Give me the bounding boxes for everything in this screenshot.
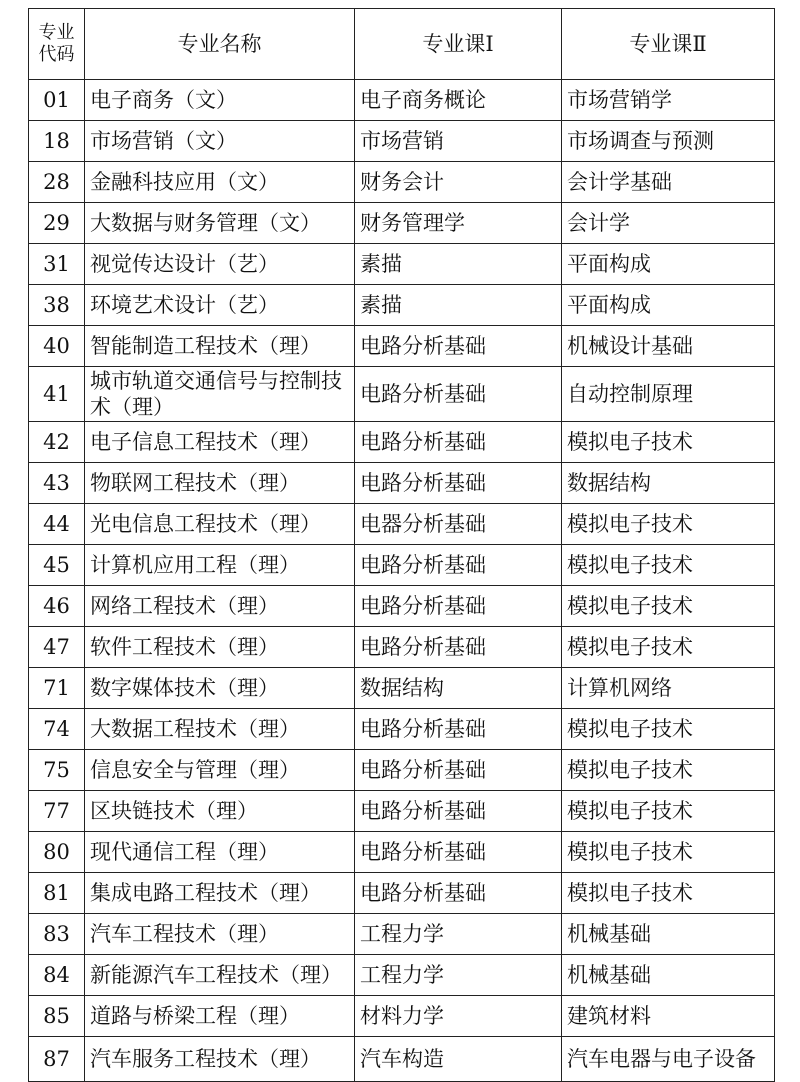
- cell-course1: 电路分析基础: [355, 627, 562, 668]
- table-row: [29, 244, 775, 285]
- table-row: [29, 586, 775, 627]
- cell-name: 城市轨道交通信号与控制技术（理）: [85, 367, 355, 422]
- cell-name: 现代通信工程（理）: [85, 832, 355, 873]
- cell-name: 金融科技应用（文）: [85, 162, 355, 203]
- cell-code: 83: [29, 914, 85, 955]
- cell-course1: 电子商务概论: [355, 80, 562, 121]
- cell-name: 区块链技术（理）: [85, 791, 355, 832]
- cell-course1: 电路分析基础: [355, 545, 562, 586]
- cell-code: 81: [29, 873, 85, 914]
- cell-code: 38: [29, 285, 85, 326]
- cell-course2: 模拟电子技术: [562, 586, 775, 627]
- cell-course1: 电路分析基础: [355, 422, 562, 463]
- cell-name: 数字媒体技术（理）: [85, 668, 355, 709]
- header-code: 专业代码: [29, 9, 85, 80]
- cell-code: 42: [29, 422, 85, 463]
- cell-course2: 会计学基础: [562, 162, 775, 203]
- cell-code: 18: [29, 121, 85, 162]
- table-row: [29, 326, 775, 367]
- cell-name: 新能源汽车工程技术（理）: [85, 955, 355, 996]
- cell-name: 汽车服务工程技术（理）: [85, 1037, 355, 1082]
- cell-code: 87: [29, 1037, 85, 1082]
- cell-name: 视觉传达设计（艺）: [85, 244, 355, 285]
- cell-course2: 模拟电子技术: [562, 422, 775, 463]
- cell-name: 汽车工程技术（理）: [85, 914, 355, 955]
- cell-course2: 模拟电子技术: [562, 504, 775, 545]
- header-course2: 专业课Ⅱ: [562, 9, 775, 80]
- cell-code: 46: [29, 586, 85, 627]
- cell-course1: 素描: [355, 285, 562, 326]
- cell-code: 01: [29, 80, 85, 121]
- cell-course2: 模拟电子技术: [562, 545, 775, 586]
- table-row: [29, 914, 775, 955]
- cell-course2: 汽车电器与电子设备: [562, 1037, 775, 1082]
- table-row: [29, 709, 775, 750]
- cell-code: 29: [29, 203, 85, 244]
- cell-code: 84: [29, 955, 85, 996]
- table-row: [29, 750, 775, 791]
- table-row: [29, 463, 775, 504]
- cell-code: 85: [29, 996, 85, 1037]
- cell-course1: 电路分析基础: [355, 326, 562, 367]
- cell-name: 集成电路工程技术（理）: [85, 873, 355, 914]
- cell-name: 市场营销（文）: [85, 121, 355, 162]
- cell-course2: 计算机网络: [562, 668, 775, 709]
- cell-course2: 建筑材料: [562, 996, 775, 1037]
- cell-course1: 电路分析基础: [355, 463, 562, 504]
- header-name: 专业名称: [85, 9, 355, 80]
- cell-course2: 机械基础: [562, 914, 775, 955]
- cell-course1: 数据结构: [355, 668, 562, 709]
- cell-name: 道路与桥梁工程（理）: [85, 996, 355, 1037]
- cell-code: 74: [29, 709, 85, 750]
- cell-course1: 电路分析基础: [355, 586, 562, 627]
- cell-course1: 电路分析基础: [355, 367, 562, 422]
- cell-course1: 财务管理学: [355, 203, 562, 244]
- cell-course1: 电路分析基础: [355, 709, 562, 750]
- table-row: [29, 1037, 775, 1082]
- cell-code: 41: [29, 367, 85, 422]
- cell-course1: 市场营销: [355, 121, 562, 162]
- cell-code: 80: [29, 832, 85, 873]
- cell-course1: 电路分析基础: [355, 791, 562, 832]
- cell-code: 40: [29, 326, 85, 367]
- cell-course2: 平面构成: [562, 244, 775, 285]
- cell-course1: 财务会计: [355, 162, 562, 203]
- cell-course1: 电器分析基础: [355, 504, 562, 545]
- cell-code: 28: [29, 162, 85, 203]
- cell-course2: 机械基础: [562, 955, 775, 996]
- cell-name: 信息安全与管理（理）: [85, 750, 355, 791]
- cell-name: 物联网工程技术（理）: [85, 463, 355, 504]
- cell-name: 网络工程技术（理）: [85, 586, 355, 627]
- cell-course2: 市场营销学: [562, 80, 775, 121]
- cell-name: 电子商务（文）: [85, 80, 355, 121]
- table-row: [29, 996, 775, 1037]
- cell-course2: 自动控制原理: [562, 367, 775, 422]
- header-row: [29, 9, 775, 80]
- cell-code: 43: [29, 463, 85, 504]
- table-row: [29, 162, 775, 203]
- table-row: [29, 121, 775, 162]
- table-row: [29, 627, 775, 668]
- table-row: [29, 545, 775, 586]
- cell-course1: 电路分析基础: [355, 750, 562, 791]
- major-course-table: [28, 8, 775, 1082]
- cell-code: 45: [29, 545, 85, 586]
- cell-name: 大数据工程技术（理）: [85, 709, 355, 750]
- cell-name: 软件工程技术（理）: [85, 627, 355, 668]
- cell-code: 75: [29, 750, 85, 791]
- cell-name: 电子信息工程技术（理）: [85, 422, 355, 463]
- cell-course2: 模拟电子技术: [562, 709, 775, 750]
- cell-name: 环境艺术设计（艺）: [85, 285, 355, 326]
- table-row: [29, 955, 775, 996]
- cell-course1: 材料力学: [355, 996, 562, 1037]
- table-row: [29, 80, 775, 121]
- cell-name: 光电信息工程技术（理）: [85, 504, 355, 545]
- cell-course2: 模拟电子技术: [562, 750, 775, 791]
- cell-course2: 模拟电子技术: [562, 832, 775, 873]
- cell-course2: 机械设计基础: [562, 326, 775, 367]
- cell-code: 31: [29, 244, 85, 285]
- table-row: [29, 203, 775, 244]
- cell-course2: 会计学: [562, 203, 775, 244]
- cell-course1: 工程力学: [355, 914, 562, 955]
- cell-course2: 数据结构: [562, 463, 775, 504]
- cell-code: 71: [29, 668, 85, 709]
- table-body: [29, 80, 775, 1082]
- cell-course1: 汽车构造: [355, 1037, 562, 1082]
- table-row: [29, 832, 775, 873]
- header-course1: 专业课Ⅰ: [355, 9, 562, 80]
- table-row: [29, 791, 775, 832]
- cell-code: 44: [29, 504, 85, 545]
- table-row: [29, 422, 775, 463]
- cell-course2: 模拟电子技术: [562, 873, 775, 914]
- table-row: [29, 668, 775, 709]
- table-row: [29, 285, 775, 326]
- cell-course1: 电路分析基础: [355, 832, 562, 873]
- cell-name: 大数据与财务管理（文）: [85, 203, 355, 244]
- cell-name: 计算机应用工程（理）: [85, 545, 355, 586]
- cell-code: 77: [29, 791, 85, 832]
- cell-name: 智能制造工程技术（理）: [85, 326, 355, 367]
- cell-course1: 电路分析基础: [355, 873, 562, 914]
- table-row: [29, 504, 775, 545]
- cell-course2: 平面构成: [562, 285, 775, 326]
- cell-course2: 模拟电子技术: [562, 791, 775, 832]
- cell-course1: 素描: [355, 244, 562, 285]
- table-row: [29, 367, 775, 422]
- cell-code: 47: [29, 627, 85, 668]
- table-row: [29, 873, 775, 914]
- cell-course2: 模拟电子技术: [562, 627, 775, 668]
- cell-course1: 工程力学: [355, 955, 562, 996]
- cell-course2: 市场调查与预测: [562, 121, 775, 162]
